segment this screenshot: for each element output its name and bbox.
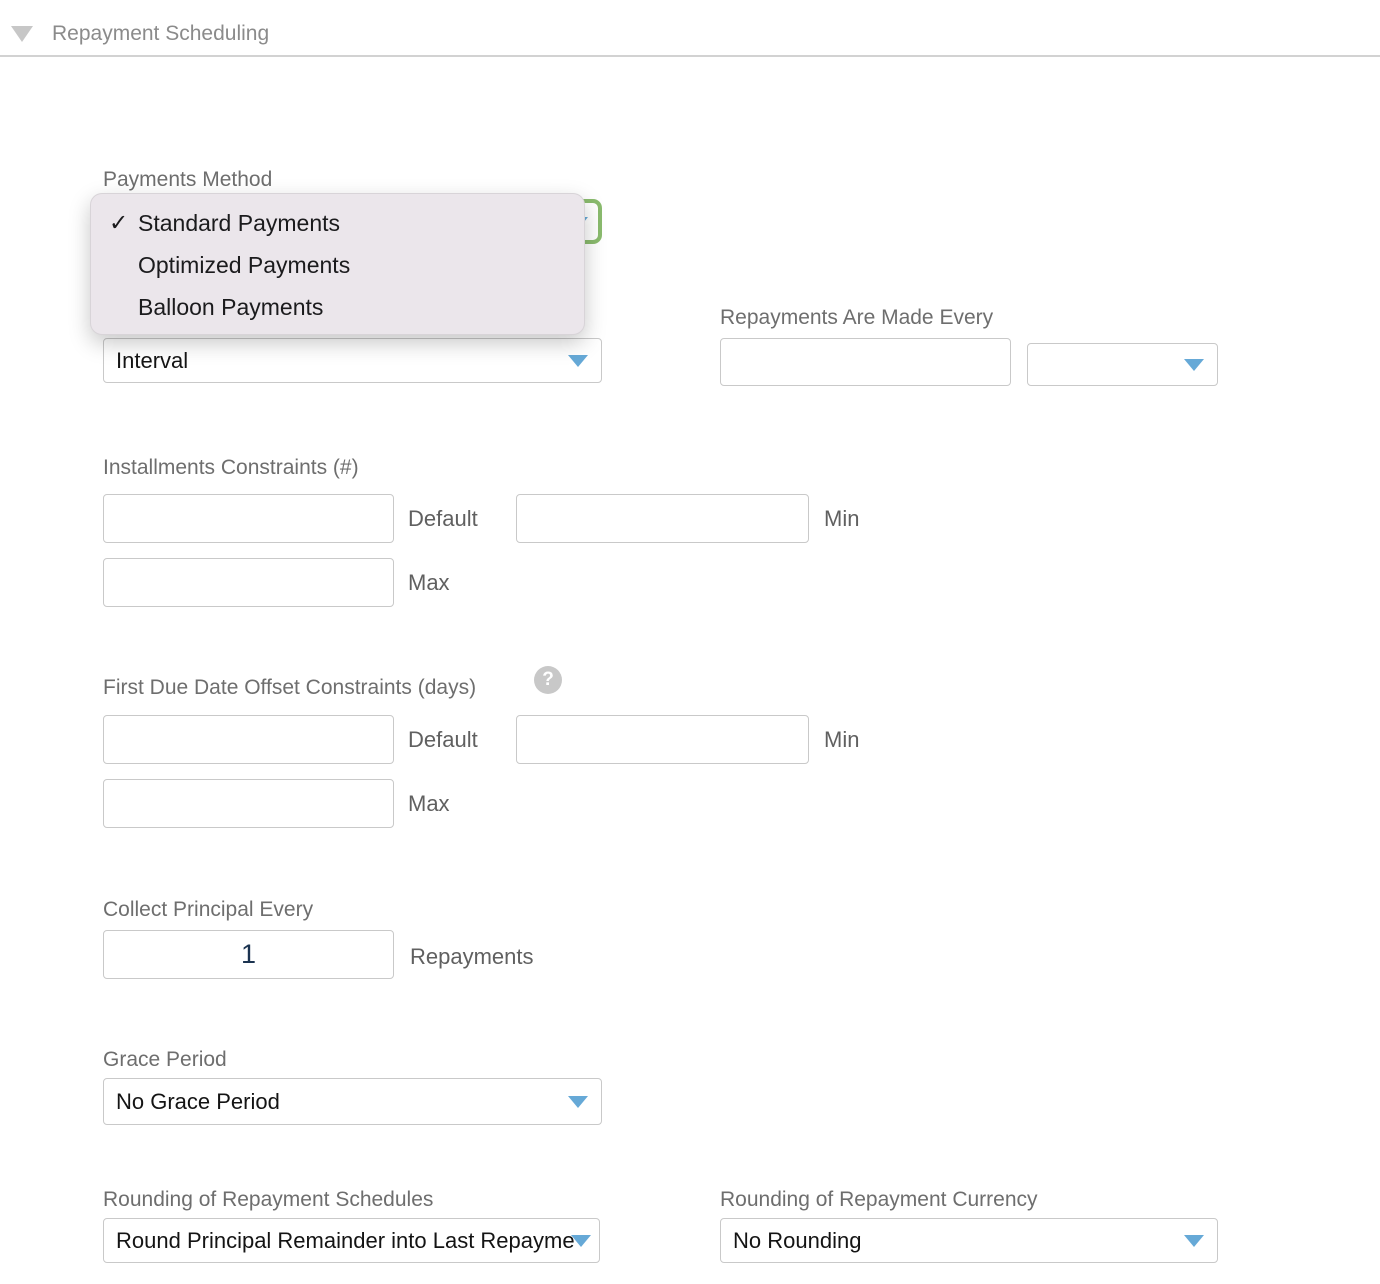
first-due-date-offset-label: First Due Date Offset Constraints (days)	[103, 676, 477, 699]
menu-item-label: Standard Payments	[138, 209, 341, 236]
grace-period-value: No Grace Period	[116, 1088, 280, 1114]
installments-constraints-label: Installments Constraints (#)	[103, 456, 359, 479]
grace-period-select[interactable]	[103, 1078, 602, 1125]
interval-select-value: Interval	[116, 347, 189, 373]
collect-principal-input[interactable]	[103, 930, 394, 979]
dropdown-arrow-icon	[568, 1096, 588, 1108]
first-due-min-input[interactable]	[516, 715, 809, 764]
rounding-currency-select[interactable]	[720, 1218, 1218, 1263]
menu-item-label: Balloon Payments	[138, 293, 324, 320]
first-due-default-input[interactable]	[103, 715, 394, 764]
rounding-schedules-label: Rounding of Repayment Schedules	[103, 1188, 434, 1211]
first-due-min-label: Min	[824, 727, 860, 752]
check-icon: ✓	[109, 209, 129, 236]
collapse-triangle-icon[interactable]	[11, 26, 33, 42]
dropdown-arrow-icon	[1184, 1235, 1204, 1247]
rounding-currency-value: No Rounding	[733, 1227, 862, 1253]
menu-item-standard-payments[interactable]	[91, 202, 584, 244]
installments-default-label: Default	[408, 506, 478, 531]
section-header	[0, 0, 1380, 57]
repayments-every-unit-select[interactable]	[1027, 343, 1218, 386]
payments-method-label: Payments Method	[103, 168, 273, 191]
menu-item-balloon-payments[interactable]	[91, 286, 584, 328]
repayments-every-count-input[interactable]	[720, 338, 1011, 386]
first-due-max-input[interactable]	[103, 779, 394, 828]
installments-default-input[interactable]	[103, 494, 394, 543]
payments-method-menu	[90, 193, 585, 335]
help-icon[interactable]: ?	[534, 666, 562, 694]
menu-item-label: Optimized Payments	[138, 251, 351, 278]
interval-select[interactable]	[103, 338, 602, 383]
installments-min-input[interactable]	[516, 494, 809, 543]
menu-item-optimized-payments[interactable]	[91, 244, 584, 286]
rounding-schedules-value: Round Principal Remainder into Last Repayme	[116, 1227, 575, 1253]
first-due-max-label: Max	[408, 791, 450, 816]
grace-period-label: Grace Period	[103, 1048, 227, 1071]
installments-max-label: Max	[408, 570, 450, 595]
installments-max-input[interactable]	[103, 558, 394, 607]
installments-min-label: Min	[824, 506, 860, 531]
first-due-default-label: Default	[408, 727, 478, 752]
repayments-every-label: Repayments Are Made Every	[720, 306, 994, 329]
dropdown-arrow-icon	[568, 355, 588, 367]
collect-principal-suffix: Repayments	[410, 944, 534, 969]
rounding-currency-label: Rounding of Repayment Currency	[720, 1188, 1038, 1211]
rounding-schedules-select[interactable]	[103, 1218, 600, 1263]
section-title: Repayment Scheduling	[52, 22, 270, 45]
collect-principal-label: Collect Principal Every	[103, 898, 314, 921]
dropdown-arrow-icon	[1184, 359, 1204, 371]
